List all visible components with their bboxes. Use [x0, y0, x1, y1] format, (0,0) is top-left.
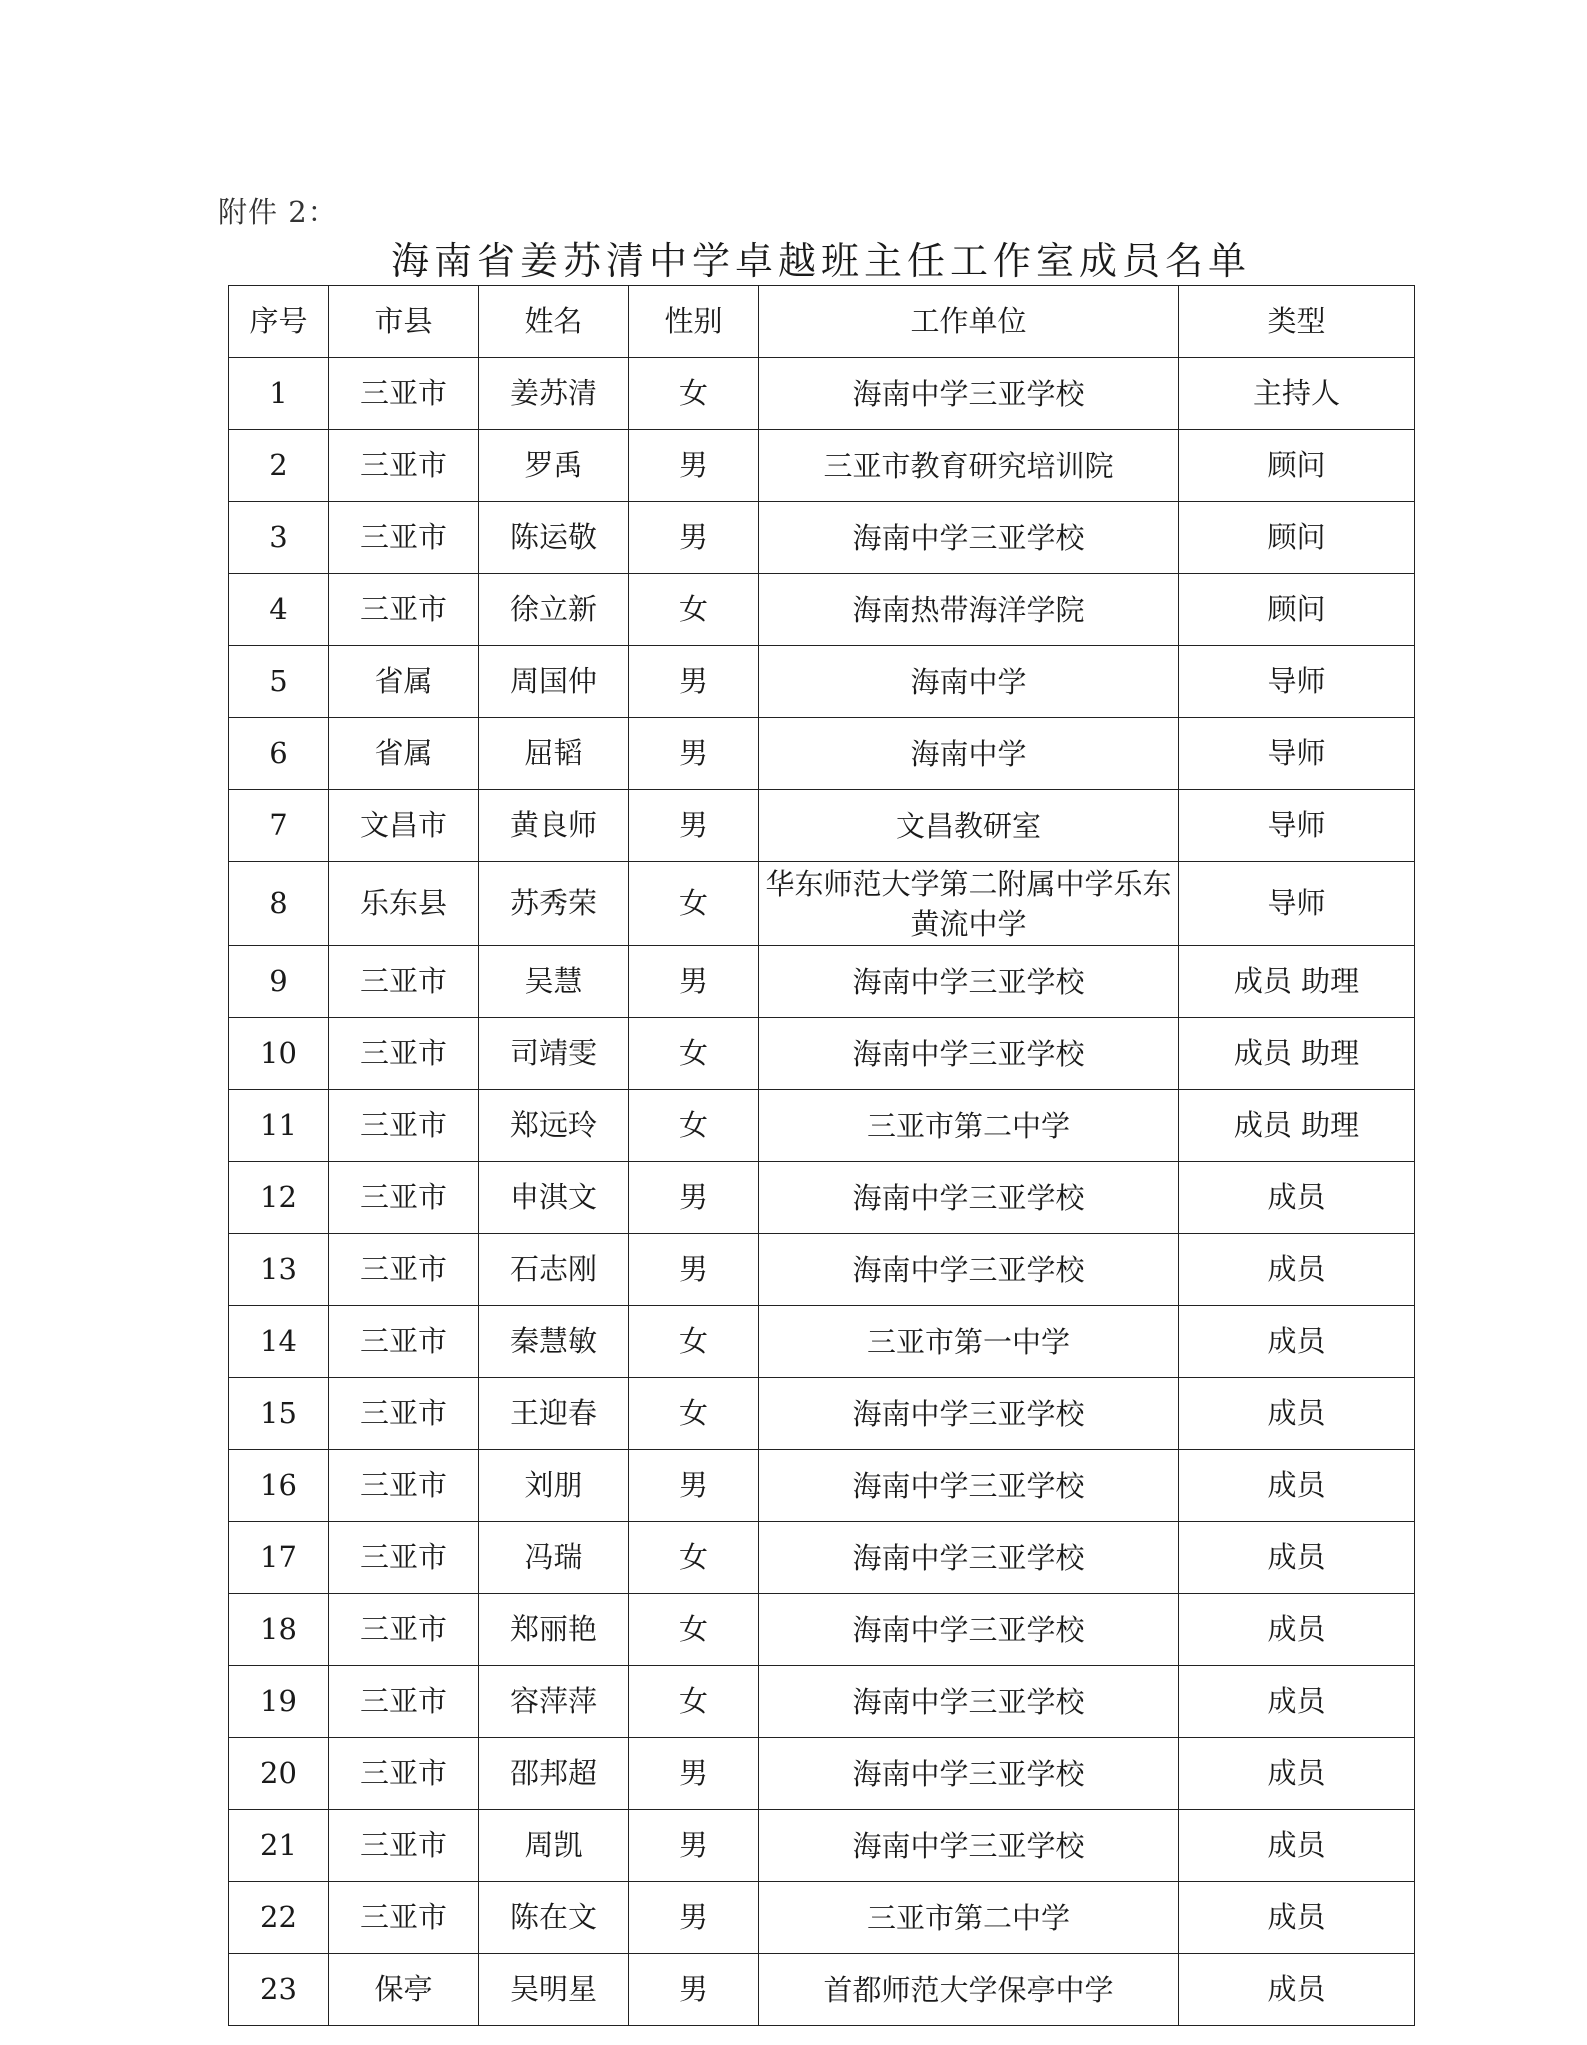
cell-number: 17 [229, 1522, 329, 1594]
cell-role: 导师 [1179, 718, 1415, 790]
cell-number: 5 [229, 646, 329, 718]
table-row [229, 946, 1415, 1018]
cell-city: 三亚市 [329, 358, 479, 430]
table-row [229, 1594, 1415, 1666]
cell-role: 导师 [1179, 646, 1415, 718]
cell-number: 22 [229, 1882, 329, 1954]
table-row [229, 1882, 1415, 1954]
cell-number: 19 [229, 1666, 329, 1738]
cell-name: 司靖雯 [479, 1018, 629, 1090]
cell-gender: 男 [629, 1810, 759, 1882]
cell-number: 18 [229, 1594, 329, 1666]
cell-city: 三亚市 [329, 1018, 479, 1090]
cell-city: 文昌市 [329, 790, 479, 862]
cell-name: 秦慧敏 [479, 1306, 629, 1378]
cell-work-unit: 三亚市教育研究培训院 [759, 430, 1179, 502]
cell-gender: 女 [629, 1666, 759, 1738]
cell-city: 三亚市 [329, 1594, 479, 1666]
table-body [229, 358, 1415, 2026]
cell-name: 屈韬 [479, 718, 629, 790]
cell-city: 三亚市 [329, 1450, 479, 1522]
cell-work-unit: 华东师范大学第二附属中学乐东黄流中学 [759, 862, 1179, 946]
cell-work-unit: 海南中学三亚学校 [759, 1738, 1179, 1810]
table-row [229, 1090, 1415, 1162]
cell-name: 姜苏清 [479, 358, 629, 430]
table-row [229, 1810, 1415, 1882]
table-row [229, 1450, 1415, 1522]
cell-role: 成员 助理 [1179, 1018, 1415, 1090]
cell-role: 成员 [1179, 1450, 1415, 1522]
table-row [229, 1738, 1415, 1810]
cell-work-unit: 首都师范大学保亭中学 [759, 1954, 1179, 2026]
cell-city: 三亚市 [329, 1522, 479, 1594]
cell-city: 省属 [329, 718, 479, 790]
table-row [229, 1666, 1415, 1738]
cell-work-unit: 海南中学 [759, 718, 1179, 790]
cell-number: 1 [229, 358, 329, 430]
cell-name: 刘朋 [479, 1450, 629, 1522]
cell-number: 11 [229, 1090, 329, 1162]
member-roster-table [228, 285, 1415, 2026]
cell-work-unit: 海南中学三亚学校 [759, 1522, 1179, 1594]
cell-number: 16 [229, 1450, 329, 1522]
cell-city: 乐东县 [329, 862, 479, 946]
cell-work-unit: 海南中学三亚学校 [759, 946, 1179, 1018]
cell-city: 三亚市 [329, 1810, 479, 1882]
document-title: 海南省姜苏清中学卓越班主任工作室成员名单 [390, 239, 1251, 283]
cell-work-unit: 海南中学三亚学校 [759, 1378, 1179, 1450]
cell-number: 12 [229, 1162, 329, 1234]
cell-role: 顾问 [1179, 502, 1415, 574]
cell-gender: 男 [629, 1882, 759, 1954]
cell-role: 成员 [1179, 1594, 1415, 1666]
cell-gender: 男 [629, 646, 759, 718]
cell-work-unit: 三亚市第二中学 [759, 1090, 1179, 1162]
column-header-city: 市县 [329, 286, 479, 358]
cell-gender: 女 [629, 1306, 759, 1378]
column-header-number: 序号 [229, 286, 329, 358]
cell-number: 3 [229, 502, 329, 574]
table-row [229, 574, 1415, 646]
cell-work-unit: 海南中学三亚学校 [759, 1594, 1179, 1666]
cell-role: 成员 [1179, 1234, 1415, 1306]
cell-role: 顾问 [1179, 430, 1415, 502]
cell-gender: 男 [629, 1234, 759, 1306]
cell-city: 三亚市 [329, 1882, 479, 1954]
table-row [229, 862, 1415, 946]
cell-work-unit: 海南中学三亚学校 [759, 1666, 1179, 1738]
cell-city: 三亚市 [329, 574, 479, 646]
cell-work-unit: 海南中学 [759, 646, 1179, 718]
cell-city: 三亚市 [329, 946, 479, 1018]
table-row [229, 502, 1415, 574]
cell-name: 申淇文 [479, 1162, 629, 1234]
cell-name: 周凯 [479, 1810, 629, 1882]
table-row [229, 1234, 1415, 1306]
cell-gender: 男 [629, 1450, 759, 1522]
column-header-name: 姓名 [479, 286, 629, 358]
cell-role: 导师 [1179, 790, 1415, 862]
cell-name: 冯瑞 [479, 1522, 629, 1594]
cell-city: 保亭 [329, 1954, 479, 2026]
table-row [229, 1954, 1415, 2026]
cell-number: 4 [229, 574, 329, 646]
cell-work-unit: 海南中学三亚学校 [759, 1450, 1179, 1522]
cell-work-unit: 海南中学三亚学校 [759, 1810, 1179, 1882]
cell-work-unit: 三亚市第二中学 [759, 1882, 1179, 1954]
cell-name: 陈在文 [479, 1882, 629, 1954]
table-row [229, 1306, 1415, 1378]
cell-work-unit: 海南中学三亚学校 [759, 1162, 1179, 1234]
cell-gender: 女 [629, 1522, 759, 1594]
cell-name: 陈运敬 [479, 502, 629, 574]
cell-gender: 男 [629, 430, 759, 502]
table-row [229, 430, 1415, 502]
cell-work-unit: 文昌教研室 [759, 790, 1179, 862]
cell-number: 14 [229, 1306, 329, 1378]
cell-gender: 女 [629, 1090, 759, 1162]
cell-gender: 男 [629, 1954, 759, 2026]
cell-city: 三亚市 [329, 1306, 479, 1378]
cell-gender: 女 [629, 1378, 759, 1450]
cell-number: 10 [229, 1018, 329, 1090]
column-header-gender: 性别 [629, 286, 759, 358]
cell-gender: 女 [629, 358, 759, 430]
cell-name: 吴明星 [479, 1954, 629, 2026]
cell-role: 顾问 [1179, 574, 1415, 646]
cell-city: 三亚市 [329, 1234, 479, 1306]
cell-work-unit: 海南中学三亚学校 [759, 1018, 1179, 1090]
cell-name: 王迎春 [479, 1378, 629, 1450]
cell-role: 成员 [1179, 1522, 1415, 1594]
column-header-work-unit: 工作单位 [759, 286, 1179, 358]
cell-role: 成员 [1179, 1954, 1415, 2026]
cell-number: 21 [229, 1810, 329, 1882]
cell-role: 成员 助理 [1179, 1090, 1415, 1162]
cell-number: 13 [229, 1234, 329, 1306]
table-row [229, 1162, 1415, 1234]
cell-role: 成员 [1179, 1882, 1415, 1954]
cell-gender: 男 [629, 1738, 759, 1810]
cell-gender: 女 [629, 1018, 759, 1090]
cell-role: 成员 [1179, 1666, 1415, 1738]
cell-name: 容萍萍 [479, 1666, 629, 1738]
cell-gender: 男 [629, 790, 759, 862]
cell-number: 9 [229, 946, 329, 1018]
cell-gender: 男 [629, 502, 759, 574]
cell-role: 导师 [1179, 862, 1415, 946]
cell-work-unit: 海南热带海洋学院 [759, 574, 1179, 646]
cell-city: 三亚市 [329, 1666, 479, 1738]
cell-number: 7 [229, 790, 329, 862]
cell-work-unit: 海南中学三亚学校 [759, 502, 1179, 574]
cell-role: 成员 [1179, 1810, 1415, 1882]
cell-city: 三亚市 [329, 1162, 479, 1234]
cell-role: 成员 助理 [1179, 946, 1415, 1018]
cell-role: 成员 [1179, 1378, 1415, 1450]
table-row [229, 718, 1415, 790]
cell-city: 三亚市 [329, 1378, 479, 1450]
cell-name: 黄良师 [479, 790, 629, 862]
table-row [229, 1378, 1415, 1450]
cell-work-unit: 三亚市第一中学 [759, 1306, 1179, 1378]
cell-name: 石志刚 [479, 1234, 629, 1306]
cell-city: 三亚市 [329, 502, 479, 574]
cell-city: 三亚市 [329, 1738, 479, 1810]
cell-gender: 女 [629, 1594, 759, 1666]
cell-number: 8 [229, 862, 329, 946]
cell-number: 6 [229, 718, 329, 790]
cell-name: 郑丽艳 [479, 1594, 629, 1666]
cell-number: 2 [229, 430, 329, 502]
cell-name: 徐立新 [479, 574, 629, 646]
cell-gender: 男 [629, 1162, 759, 1234]
table-header-row [229, 286, 1415, 358]
cell-name: 邵邦超 [479, 1738, 629, 1810]
cell-city: 省属 [329, 646, 479, 718]
cell-role: 成员 [1179, 1162, 1415, 1234]
cell-name: 吴慧 [479, 946, 629, 1018]
cell-gender: 女 [629, 574, 759, 646]
attachment-label: 附件 2： [218, 195, 338, 229]
cell-city: 三亚市 [329, 430, 479, 502]
cell-name: 罗禹 [479, 430, 629, 502]
cell-work-unit: 海南中学三亚学校 [759, 358, 1179, 430]
cell-number: 20 [229, 1738, 329, 1810]
column-header-role: 类型 [1179, 286, 1415, 358]
table-row [229, 1522, 1415, 1594]
cell-city: 三亚市 [329, 1090, 479, 1162]
cell-name: 苏秀荣 [479, 862, 629, 946]
cell-role: 主持人 [1179, 358, 1415, 430]
cell-name: 郑远玲 [479, 1090, 629, 1162]
table-row [229, 358, 1415, 430]
cell-role: 成员 [1179, 1738, 1415, 1810]
table-row [229, 790, 1415, 862]
cell-gender: 男 [629, 946, 759, 1018]
cell-number: 15 [229, 1378, 329, 1450]
cell-role: 成员 [1179, 1306, 1415, 1378]
table-row [229, 1018, 1415, 1090]
cell-gender: 女 [629, 862, 759, 946]
cell-work-unit: 海南中学三亚学校 [759, 1234, 1179, 1306]
table-row [229, 646, 1415, 718]
cell-name: 周国仲 [479, 646, 629, 718]
cell-number: 23 [229, 1954, 329, 2026]
cell-gender: 男 [629, 718, 759, 790]
